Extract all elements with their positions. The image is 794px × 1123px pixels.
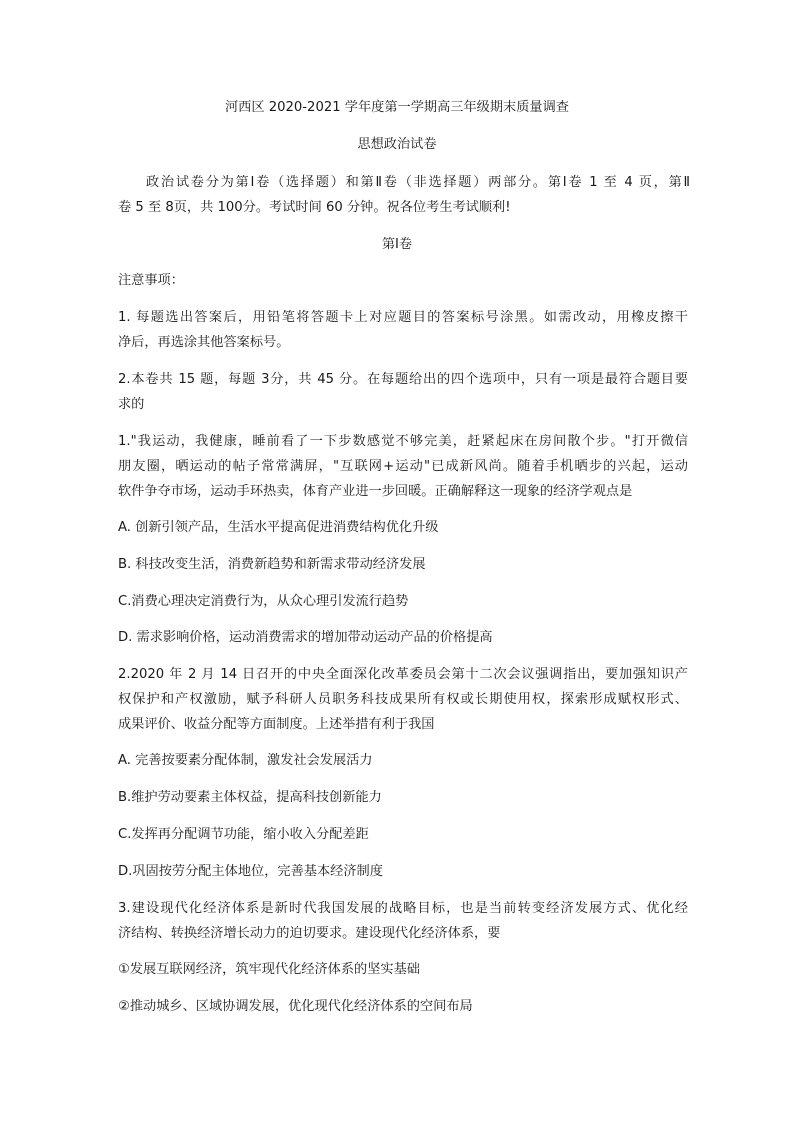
question-1-option-d: D. 需求影响价格，运动消费需求的增加带动运动产品的价格提高 [118,630,493,645]
question-3-stem-line-2: 济结构、转换经济增长动力的迫切要求。建设现代化经济体系，要 [118,926,501,941]
intro-line-2: 卷 5 至 8页，共 100分。考试时间 60 分钟。祝各位考生考试顺利! [118,200,511,215]
note-2-line-1: 2.本卷共 15 题，每题 3分，共 45 分。在每题给出的四个选项中，只有一项是最符合题目要 [118,372,688,387]
question-2-option-b: B.维护劳动要素主体权益，提高科技创新能力 [118,790,382,805]
intro-line-1: 政治试卷分为第Ⅰ卷（选择题）和第Ⅱ卷（非选择题）两部分。第Ⅰ卷 1 至 4 页，第Ⅱ [146,175,690,190]
question-1-stem-line-3: 软件争夺市场，运动手环热卖，体育产业进一步回暖。正确解释这一现象的经济学观点是 [118,484,633,499]
question-2-stem-line-3: 成果评价、收益分配等方面制度。上述举措有利于我国 [118,717,435,732]
exam-subtitle: 思想政治试卷 [357,137,437,152]
exam-title: 河西区 2020-2021 学年度第一学期高三年级期末质量调查 [224,100,569,115]
question-2-option-d: D.巩固按劳分配主体地位，完善基本经济制度 [118,864,383,879]
question-2-option-c: C.发挥再分配调节功能，缩小收入分配差距 [118,827,369,842]
note-1-line-2: 净后，再选涂其他答案标号。 [118,335,290,350]
question-1-option-a: A. 创新引领产品，生活水平提高促进消费结构优化升级 [118,520,439,535]
question-2-stem-line-1: 2.2020 年 2 月 14 日召开的中央全面深化改革委员会第十二次会议强调指出，要加强知识产 [118,667,688,682]
question-1-option-b: B. 科技改变生活，消费新趋势和新需求带动经济发展 [118,557,426,572]
note-2-line-2: 求的 [118,397,145,412]
question-1-option-c: C.消费心理决定消费行为，从众心理引发流行趋势 [118,594,409,609]
question-2-option-a: A. 完善按要素分配体制，激发社会发展活力 [118,753,373,768]
question-1-stem-line-1: 1."我运动，我健康，睡前看了一下步数感觉不够完美，赶紧起床在房间散个步。"打开微信 [118,434,688,449]
question-3-option-2: ②推动城乡、区域协调发展，优化现代化经济体系的空间布局 [118,999,473,1014]
question-3-option-1: ①发展互联网经济，筑牢现代化经济体系的坚实基础 [118,962,420,977]
note-1-line-1: 1. 每题选出答案后，用铅笔将答题卡上对应题目的答案标号涂黑。如需改动，用橡皮擦干 [118,310,688,325]
question-1-stem-line-2: 朋友圈，晒运动的帖子常常满屏，"互联网+运动"已成新风尚。随着手机晒步的兴起，运动 [118,459,688,474]
notice-heading: 注意事项： [118,273,184,288]
question-2-stem-line-2: 权保护和产权激励，赋予科研人员职务科技成果所有权或长期使用权，探索形成赋权形式、 [118,692,688,707]
question-3-stem-line-1: 3.建设现代化经济体系是新时代我国发展的战略目标，也是当前转变经济发展方式、优化经 [118,901,688,916]
part-heading: 第Ⅰ卷 [381,237,413,252]
